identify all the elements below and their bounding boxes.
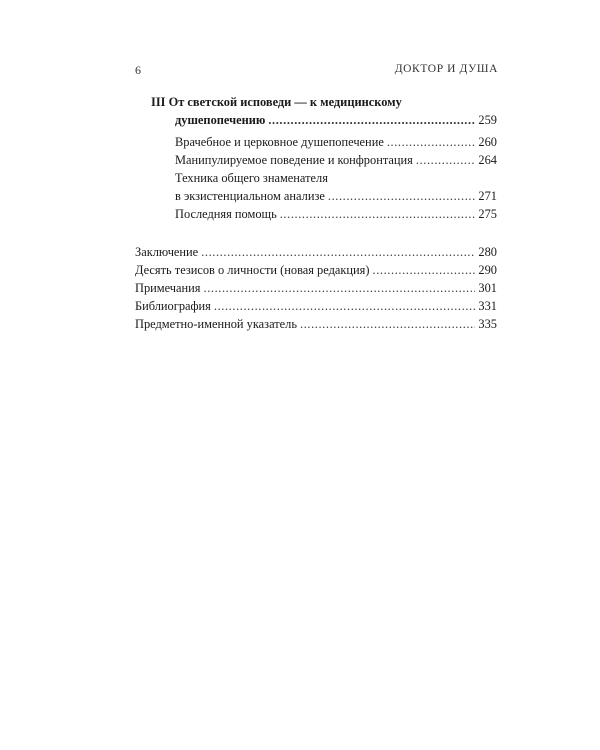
toc-entry[interactable] bbox=[135, 243, 497, 261]
toc-entry-title: в экзистенциальном анализе bbox=[175, 189, 325, 203]
toc-entry-title: Манипулируемое поведение и конфронтация bbox=[175, 153, 413, 167]
leader-dots bbox=[268, 111, 475, 129]
toc-entry-page: 271 bbox=[478, 189, 497, 203]
toc-entry-title: Предметно-именной указатель bbox=[135, 317, 297, 331]
leader-dots bbox=[373, 261, 476, 279]
toc-entry-title: душепопечению bbox=[175, 113, 266, 127]
leader-dots bbox=[328, 187, 476, 205]
toc-entry-page: 275 bbox=[478, 207, 497, 221]
toc-entry[interactable] bbox=[135, 297, 497, 315]
toc-entry-page: 264 bbox=[478, 153, 497, 167]
toc-entry-title: Заключение bbox=[135, 245, 199, 259]
spacer bbox=[135, 223, 497, 243]
toc-entry-title: Техника общего знаменателя bbox=[175, 171, 328, 185]
leader-dots bbox=[201, 243, 475, 261]
toc-entry-page: 335 bbox=[478, 317, 497, 331]
toc-entry[interactable] bbox=[135, 205, 497, 223]
toc-entry[interactable] bbox=[135, 315, 497, 333]
leader-dots bbox=[387, 133, 476, 151]
toc-entry-page: 290 bbox=[478, 263, 497, 277]
toc-entry-page: 331 bbox=[478, 299, 497, 313]
toc-entry-line1[interactable] bbox=[135, 169, 497, 187]
toc-section-title-line1 bbox=[135, 93, 497, 111]
table-of-contents bbox=[135, 93, 497, 333]
toc-entry-title: Десять тезисов о личности (новая редакция) bbox=[135, 263, 370, 277]
page-number: 6 bbox=[135, 63, 141, 77]
toc-entry-title: Примечания bbox=[135, 281, 201, 295]
toc-entry-title: Врачебное и церковное душепопечение bbox=[175, 135, 384, 149]
leader-dots bbox=[280, 205, 476, 223]
toc-entry[interactable] bbox=[135, 111, 497, 129]
toc-entry-page: 301 bbox=[478, 281, 497, 295]
toc-entry-page: 280 bbox=[478, 245, 497, 259]
leader-dots bbox=[300, 315, 475, 333]
toc-section-title: III От светской исповеди — к медицинскому bbox=[151, 95, 402, 109]
toc-entry-page: 259 bbox=[478, 113, 497, 127]
toc-entry-title: Библиография bbox=[135, 299, 211, 313]
toc-entry[interactable] bbox=[135, 151, 497, 169]
toc-entry-page: 260 bbox=[478, 135, 497, 149]
leader-dots bbox=[204, 279, 476, 297]
toc-entry[interactable] bbox=[135, 133, 497, 151]
toc-entry[interactable] bbox=[135, 261, 497, 279]
leader-dots bbox=[214, 297, 476, 315]
running-title: ДОКТОР И ДУША bbox=[394, 63, 498, 75]
toc-entry-title: Последняя помощь bbox=[175, 207, 277, 221]
leader-dots bbox=[416, 151, 476, 169]
toc-entry[interactable] bbox=[135, 279, 497, 297]
toc-entry[interactable] bbox=[135, 187, 497, 205]
